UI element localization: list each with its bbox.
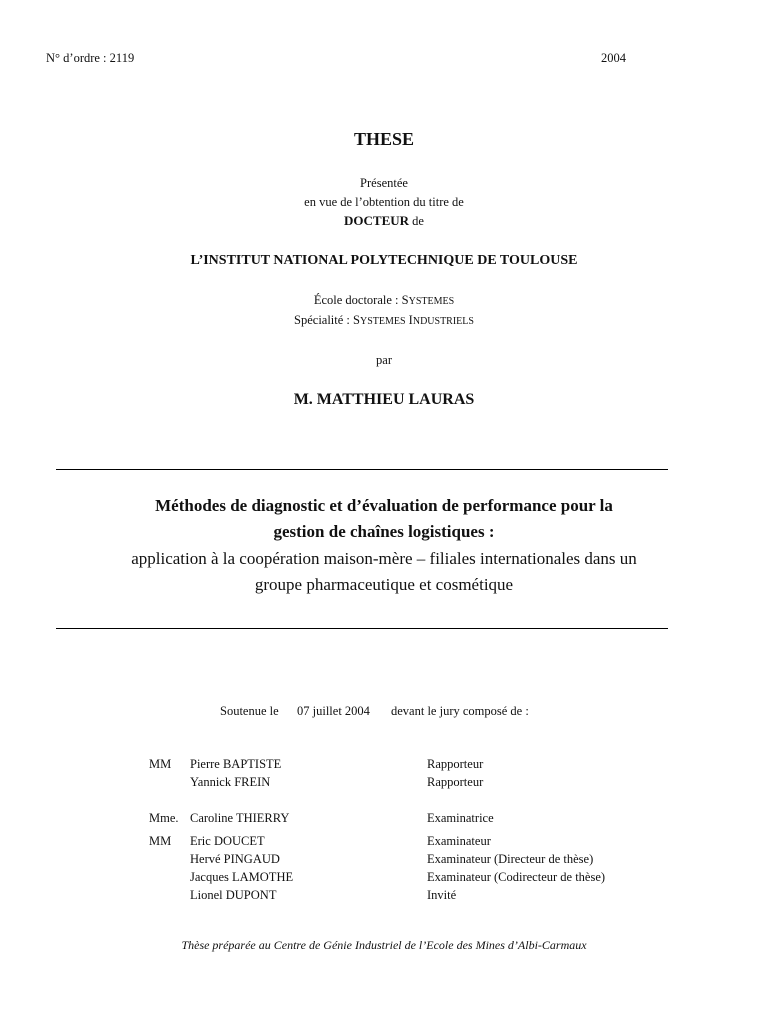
school-value-rest: YSTEMES — [408, 296, 455, 307]
jury-role: Invité — [427, 888, 457, 902]
speciality-label: Spécialité : — [294, 313, 354, 327]
speciality-v2-first: I — [405, 313, 413, 327]
footer-note: Thèse préparée au Centre de Génie Industriel de l’Ecole des Mines d’Albi-Carmaux — [181, 938, 587, 952]
presented-text: Présentée — [360, 176, 408, 190]
by-text: par — [376, 353, 392, 367]
jury-role: Rapporteur — [427, 775, 484, 789]
jury-row — [0, 811, 768, 829]
jury-title: MM — [149, 834, 172, 848]
school-label: École doctorale : — [313, 293, 402, 307]
jury-role: Rapporteur — [427, 757, 484, 771]
jury-name: Pierre BAPTISTE — [190, 757, 282, 771]
jury-row — [0, 775, 768, 793]
degree-title: DOCTEUR — [344, 213, 410, 228]
speciality-v2-rest: NDUSTRIELS — [412, 316, 474, 327]
thesis-subtitle-line1: application à la coopération maison-mère – filiales internationales dans un — [131, 549, 637, 568]
thesis-title-line1: Méthodes de diagnostic et d’évaluation de performance pour la — [155, 496, 613, 515]
degree-line — [0, 213, 768, 229]
jury-name: Yannick FREIN — [190, 775, 271, 789]
main-title: THESE — [353, 129, 415, 149]
top-rule — [56, 469, 668, 470]
jury-role: Examinateur (Codirecteur de thèse) — [427, 870, 606, 884]
speciality-v1-first: S — [353, 313, 360, 327]
doctoral-school — [0, 293, 768, 308]
jury-row — [0, 888, 768, 906]
defense-prefix: Soutenue le — [220, 704, 279, 718]
jury-name: Hervé PINGAUD — [190, 852, 280, 866]
bottom-rule — [56, 628, 668, 629]
jury-name: Eric DOUCET — [190, 834, 265, 848]
jury-row — [0, 757, 768, 775]
defense-suffix: devant le jury composé de : — [391, 704, 529, 718]
jury-title: Mme. — [149, 811, 179, 825]
jury-name: Lionel DUPONT — [190, 888, 277, 902]
jury-name: Jacques LAMOTHE — [190, 870, 294, 884]
jury-role: Examinateur (Directeur de thèse) — [427, 852, 594, 866]
author-name: M. MATTHIEU LAURAS — [293, 391, 475, 408]
school-value-first: S — [401, 293, 409, 307]
speciality — [0, 313, 768, 328]
jury-row — [0, 870, 768, 888]
jury-role: Examinatrice — [427, 811, 494, 825]
obtention-text: en vue de l’obtention du titre de — [304, 195, 464, 209]
institution: L’INSTITUT NATIONAL POLYTECHNIQUE DE TOULOUSE — [190, 253, 578, 268]
speciality-v1-rest: YSTEMES — [359, 316, 406, 327]
year: 2004 — [601, 51, 626, 65]
jury-row — [0, 852, 768, 870]
thesis-title-line2: gestion de chaînes logistiques : — [273, 522, 495, 541]
jury-name: Caroline THIERRY — [190, 811, 290, 825]
defense-date: 07 juillet 2004 — [297, 704, 370, 718]
jury-title: MM — [149, 757, 172, 771]
jury-role: Examinateur — [427, 834, 491, 848]
degree-suffix: de — [409, 214, 424, 228]
jury-row — [0, 834, 768, 852]
order-number: N° d’ordre : 2119 — [46, 51, 135, 65]
thesis-subtitle-line2: groupe pharmaceutique et cosmétique — [254, 575, 514, 594]
